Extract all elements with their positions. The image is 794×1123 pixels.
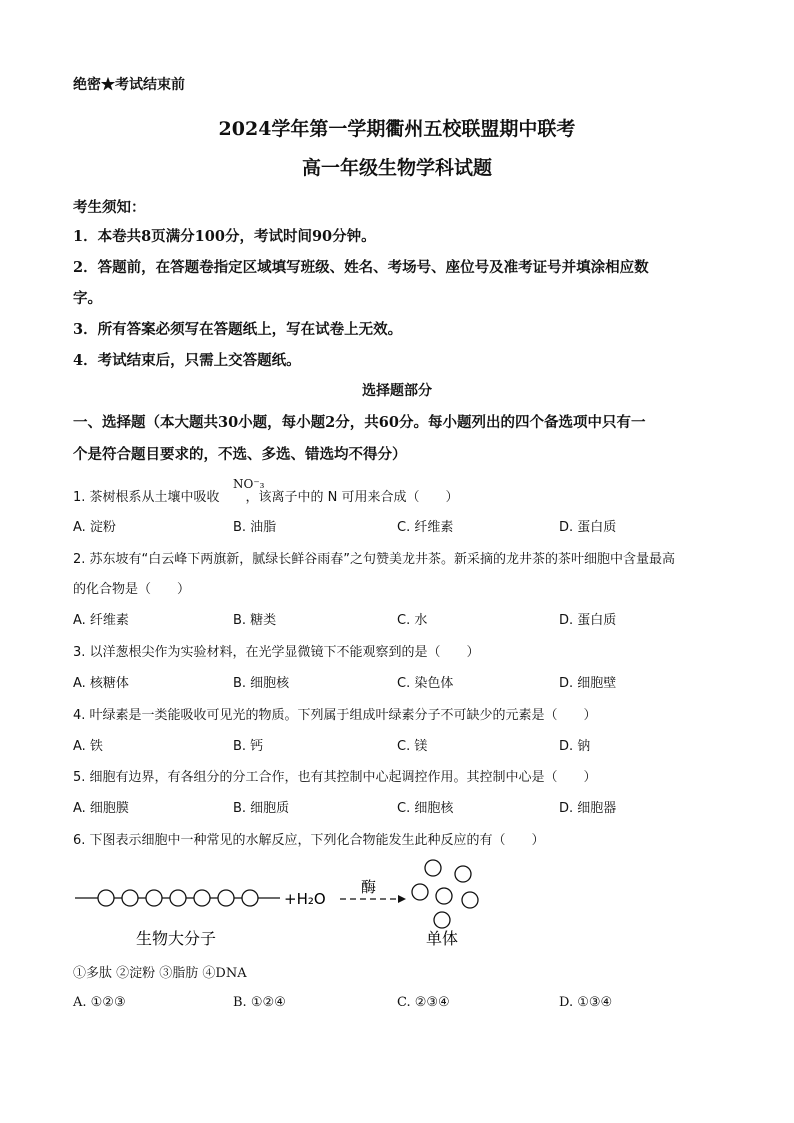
monomer-circle bbox=[218, 890, 234, 906]
nitrate-ion-formula: NO⁻₃ bbox=[233, 477, 265, 491]
section-title: 选择题部分 bbox=[362, 383, 432, 399]
q2-option-c: C. 水 bbox=[397, 613, 428, 628]
exam-title: 2024学年第一学期衢州五校联盟期中联考 bbox=[218, 118, 576, 140]
macromolecule-label: 生物大分子 bbox=[136, 929, 217, 948]
question-2-stem: 2. 苏东坡有“白云峰下两旗新，腻绿长鲜谷雨春”之句赞美龙井茶。新采摘的龙井茶的茶叶细胞中含量最高 bbox=[73, 552, 676, 567]
q5-option-a: A. 细胞膜 bbox=[73, 801, 129, 816]
q6-option-b: B. ①②④ bbox=[233, 995, 286, 1010]
q4-option-c: C. 镁 bbox=[397, 739, 428, 754]
part-instructions: 一、选择题（本大题共30小题，每小题2分，共60分。每小题列出的四个备选项中只有一 bbox=[73, 414, 646, 431]
q2-option-d: D. 蛋白质 bbox=[559, 613, 617, 628]
q3-option-d: D. 细胞壁 bbox=[559, 676, 617, 691]
notice-item: 3．所有答案必须写在答题纸上，写在试卷上无效。 bbox=[73, 321, 403, 338]
q5-option-c: C. 细胞核 bbox=[397, 801, 454, 816]
q1-option-d: D. 蛋白质 bbox=[559, 520, 617, 535]
notice-item: 4．考试结束后，只需上交答题纸。 bbox=[73, 352, 301, 369]
question-4-stem: 4. 叶绿素是一类能吸收可见光的物质。下列属于组成叶绿素分子不可缺少的元素是（ ） bbox=[73, 708, 597, 723]
exam-subtitle: 高一年级生物学科试题 bbox=[301, 157, 492, 179]
monomer-label: 单体 bbox=[426, 929, 459, 948]
free-monomer bbox=[425, 860, 441, 876]
monomer-circle bbox=[122, 890, 138, 906]
q5-option-b: B. 细胞质 bbox=[233, 801, 290, 816]
q4-option-d: D. 钠 bbox=[559, 739, 591, 754]
notice-item: 2．答题前，在答题卷指定区域填写班级、姓名、考场号、座位号及准考证号并填涂相应数 bbox=[73, 259, 649, 276]
q6-option-a: A. ①②③ bbox=[73, 995, 126, 1010]
free-monomer bbox=[412, 884, 428, 900]
notice-item: 字。 bbox=[73, 290, 102, 307]
notice-item: 1．本卷共8页满分100分，考试时间90分钟。 bbox=[73, 228, 376, 245]
question-6-stem: 6. 下图表示细胞中一种常见的水解反应，下列化合物能发生此种反应的有（ ） bbox=[73, 833, 545, 848]
monomer-circle bbox=[170, 890, 186, 906]
part-instructions: 个是符合题目要求的，不选、多选、错选均不得分） bbox=[73, 446, 407, 463]
question-3-stem: 3. 以洋葱根尖作为实验材料，在光学显微镜下不能观察到的是（ ） bbox=[73, 645, 480, 660]
q1-option-c: C. 纤维素 bbox=[397, 520, 454, 535]
q1-option-a: A. 淀粉 bbox=[73, 520, 116, 535]
q5-option-d: D. 细胞器 bbox=[559, 801, 617, 816]
monomer-circle bbox=[98, 890, 114, 906]
monomer-circle bbox=[242, 890, 258, 906]
q4-option-a: A. 铁 bbox=[73, 739, 103, 754]
q2-option-b: B. 糖类 bbox=[233, 613, 277, 628]
monomer-circle bbox=[194, 890, 210, 906]
free-monomer bbox=[462, 892, 478, 908]
q4-option-b: B. 钙 bbox=[233, 739, 264, 754]
question-5-stem: 5. 细胞有边界，有各组分的分工合作，也有其控制中心起调控作用。其控制中心是（ ） bbox=[73, 770, 597, 785]
free-monomer bbox=[436, 888, 452, 904]
free-monomer bbox=[434, 912, 450, 928]
hydrolysis-diagram bbox=[70, 852, 500, 954]
confidential-label: 绝密★考试结束前 bbox=[73, 77, 185, 93]
question-6-choices: ①多肽 ②淀粉 ③脂肪 ④DNA bbox=[73, 966, 247, 981]
q6-option-c: C. ②③④ bbox=[397, 995, 450, 1010]
q2-option-a: A. 纤维素 bbox=[73, 613, 129, 628]
q3-option-c: C. 染色体 bbox=[397, 676, 454, 691]
free-monomer bbox=[455, 866, 471, 882]
question-1-stem: 1. 茶树根系从土壤中吸收 ，该离子中的 N 可用来合成（ ） bbox=[73, 490, 459, 505]
water-label: +H₂O bbox=[284, 890, 326, 908]
q1-option-b: B. 油脂 bbox=[233, 520, 277, 535]
enzyme-label: 酶 bbox=[361, 878, 377, 896]
q6-option-d: D. ①③④ bbox=[559, 995, 613, 1010]
q3-option-b: B. 细胞核 bbox=[233, 676, 290, 691]
q3-option-a: A. 核糖体 bbox=[73, 676, 129, 691]
question-2-stem-cont: 的化合物是（ ） bbox=[73, 582, 191, 597]
arrow-head bbox=[398, 895, 406, 903]
notice-heading: 考生须知： bbox=[73, 199, 146, 216]
monomer-circle bbox=[146, 890, 162, 906]
